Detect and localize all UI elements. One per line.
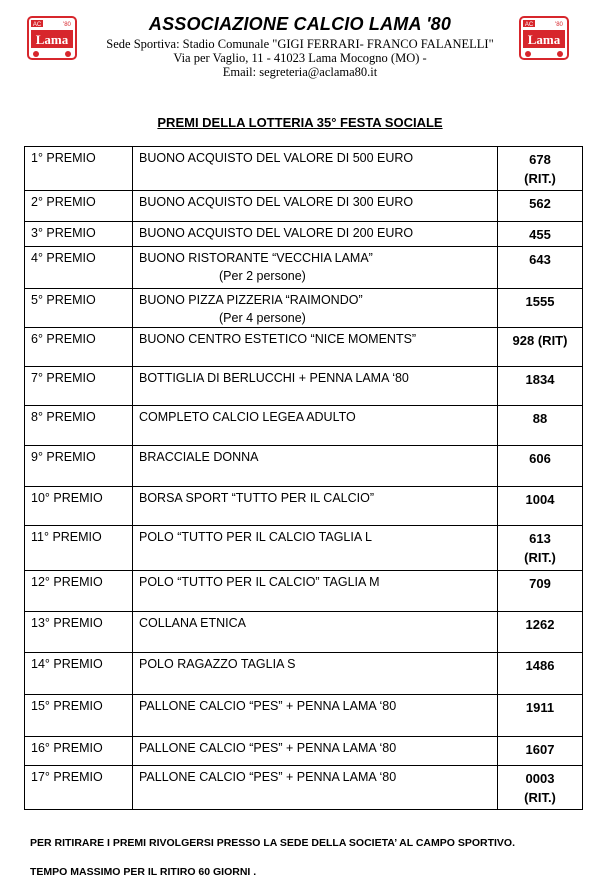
prize-description: BORSA SPORT “TUTTO PER IL CALCIO”	[139, 491, 375, 505]
prize-rank: 15° PREMIO	[25, 695, 133, 737]
prize-description: BUONO ACQUISTO DEL VALORE DI 500 EURO	[139, 151, 414, 165]
winning-number: 643	[529, 252, 551, 267]
prize-description: PALLONE CALCIO “PES” + PENNA LAMA ‘80	[139, 770, 397, 784]
prizes-table-body	[25, 147, 583, 810]
prize-description-cell	[133, 191, 498, 222]
logo-word: Lama	[527, 32, 561, 47]
org-address-line-2: Via per Vaglio, 11 - 41023 Lama Mocogno (MO) -	[173, 51, 427, 65]
logo-badge-right-text: '80	[63, 22, 71, 28]
prize-description: POLO “TUTTO PER IL CALCIO” TAGLIA M	[139, 575, 380, 589]
winning-number: 709	[529, 576, 551, 591]
prize-description: BUONO PIZZA PIZZERIA “RAIMONDO”	[139, 293, 363, 307]
prize-row	[25, 406, 583, 446]
winning-number-cell	[498, 147, 583, 191]
winning-number: 455	[529, 227, 551, 242]
prize-row	[25, 147, 583, 191]
prize-row	[25, 487, 583, 526]
prize-rank: 6° PREMIO	[25, 328, 133, 367]
winning-number: 928 (RIT)	[512, 333, 568, 348]
prize-rank: 1° PREMIO	[25, 147, 133, 191]
prize-rank: 12° PREMIO	[25, 571, 133, 612]
winning-number-cell	[498, 406, 583, 446]
prize-description-cell	[133, 571, 498, 612]
prize-row	[25, 367, 583, 406]
prize-row	[25, 328, 583, 367]
prize-description-cell	[133, 289, 498, 328]
prize-row	[25, 526, 583, 571]
winning-number: 613	[529, 531, 551, 546]
collected-note: (RIT.)	[524, 171, 556, 186]
document-title-text: PREMI DELLA LOTTERIA 35° FESTA SOCIALE	[157, 115, 443, 130]
winning-number: 606	[529, 451, 551, 466]
winning-number-cell	[498, 571, 583, 612]
winning-number-cell	[498, 247, 583, 289]
prize-row	[25, 446, 583, 487]
winning-number-cell	[498, 289, 583, 328]
prize-description: PALLONE CALCIO “PES” + PENNA LAMA ‘80	[139, 741, 397, 755]
winning-number: 1262	[525, 617, 555, 632]
prize-row	[25, 571, 583, 612]
prize-row	[25, 612, 583, 653]
prize-row	[25, 247, 583, 289]
winning-number-cell	[498, 367, 583, 406]
org-name: ASSOCIAZIONE CALCIO LAMA '80	[148, 14, 452, 34]
prize-rank: 2° PREMIO	[25, 191, 133, 222]
prize-description-cell	[133, 612, 498, 653]
prize-description-cell	[133, 406, 498, 446]
prize-description: BUONO CENTRO ESTETICO “NICE MOMENTS”	[139, 332, 417, 346]
prize-description-cell	[133, 446, 498, 487]
prize-description: BUONO ACQUISTO DEL VALORE DI 200 EURO	[139, 226, 414, 240]
prize-rank: 11° PREMIO	[25, 526, 133, 571]
prize-description: POLO “TUTTO PER IL CALCIO TAGLIA L	[139, 530, 372, 544]
winning-number: 1834	[525, 372, 555, 387]
prize-rank: 16° PREMIO	[25, 737, 133, 766]
prize-description: COLLANA ETNICA	[139, 616, 246, 630]
winning-number: 1911	[525, 700, 555, 715]
prize-row	[25, 191, 583, 222]
prize-rank: 5° PREMIO	[25, 289, 133, 328]
prize-description: COMPLETO CALCIO LEGEA ADULTO	[139, 410, 356, 424]
prize-description-note: (Per 2 persone)	[219, 269, 306, 283]
prize-description-cell	[133, 737, 498, 766]
winning-number: 678	[529, 152, 551, 167]
logo-badge-left-text: AC	[32, 22, 42, 28]
prize-rank: 7° PREMIO	[25, 367, 133, 406]
prize-description-cell	[133, 653, 498, 695]
winning-number: 1486	[525, 658, 555, 673]
prize-description-note: (Per 4 persone)	[219, 311, 306, 325]
prize-description-cell	[133, 247, 498, 289]
winning-number-cell	[498, 328, 583, 367]
winning-number: 88	[532, 411, 548, 426]
prize-rank: 8° PREMIO	[25, 406, 133, 446]
prize-rank: 4° PREMIO	[25, 247, 133, 289]
logo-badge-right-text: '80	[555, 22, 563, 28]
winning-number: 1555	[525, 294, 555, 309]
prize-rank: 9° PREMIO	[25, 446, 133, 487]
winning-number-cell	[498, 222, 583, 247]
prizes-table	[24, 146, 583, 810]
winning-number: 562	[529, 196, 551, 211]
prize-description: BUONO ACQUISTO DEL VALORE DI 300 EURO	[139, 195, 414, 209]
prize-description-cell	[133, 367, 498, 406]
prize-description: PALLONE CALCIO “PES” + PENNA LAMA ‘80	[139, 699, 397, 713]
prize-rank: 13° PREMIO	[25, 612, 133, 653]
prize-row	[25, 695, 583, 737]
prize-description-cell	[133, 766, 498, 810]
prize-rank: 14° PREMIO	[25, 653, 133, 695]
winning-number-cell	[498, 737, 583, 766]
prize-row	[25, 766, 583, 810]
document-title	[0, 115, 600, 130]
org-email: Email: segreteria@aclama80.it	[222, 65, 378, 79]
winning-number-cell	[498, 526, 583, 571]
winning-number: 1004	[525, 492, 555, 507]
prize-rank: 10° PREMIO	[25, 487, 133, 526]
prize-description-cell	[133, 222, 498, 247]
prize-rank: 17° PREMIO	[25, 766, 133, 810]
prize-rank: 3° PREMIO	[25, 222, 133, 247]
winning-number: 0003	[525, 771, 555, 786]
winning-number-cell	[498, 653, 583, 695]
footer-note-deadline: TEMPO MASSIMO PER IL RITIRO 60 GIORNI .	[30, 866, 257, 878]
winning-number-cell	[498, 766, 583, 810]
winning-number-cell	[498, 487, 583, 526]
prize-row	[25, 737, 583, 766]
winning-number-cell	[498, 612, 583, 653]
prize-description-cell	[133, 328, 498, 367]
prize-description: BOTTIGLIA DI BERLUCCHI + PENNA LAMA ‘80	[139, 371, 409, 385]
winning-number-cell	[498, 695, 583, 737]
winning-number-cell	[498, 191, 583, 222]
logo-word: Lama	[35, 32, 69, 47]
prize-description-cell	[133, 487, 498, 526]
collected-note: (RIT.)	[524, 550, 556, 565]
logo-badge-left-text: AC	[524, 22, 534, 28]
prize-description-cell	[133, 526, 498, 571]
prize-row	[25, 653, 583, 695]
org-address-line-1: Sede Sportiva: Stadio Comunale "GIGI FERRARI- FRANCO FALANELLI"	[106, 37, 494, 51]
prize-description: POLO RAGAZZO TAGLIA S	[139, 657, 296, 671]
prize-description: BUONO RISTORANTE “VECCHIA LAMA”	[139, 251, 373, 265]
prize-row	[25, 289, 583, 328]
winning-number-cell	[498, 446, 583, 487]
prize-row	[25, 222, 583, 247]
prize-description-cell	[133, 147, 498, 191]
collected-note: (RIT.)	[524, 790, 556, 805]
winning-number: 1607	[525, 742, 555, 757]
prize-description: BRACCIALE DONNA	[139, 450, 259, 464]
prize-description-cell	[133, 695, 498, 737]
footer-note-collection: PER RITIRARE I PREMI RIVOLGERSI PRESSO LA SEDE DELLA SOCIETA’ AL CAMPO SPORTIVO.	[30, 837, 516, 849]
